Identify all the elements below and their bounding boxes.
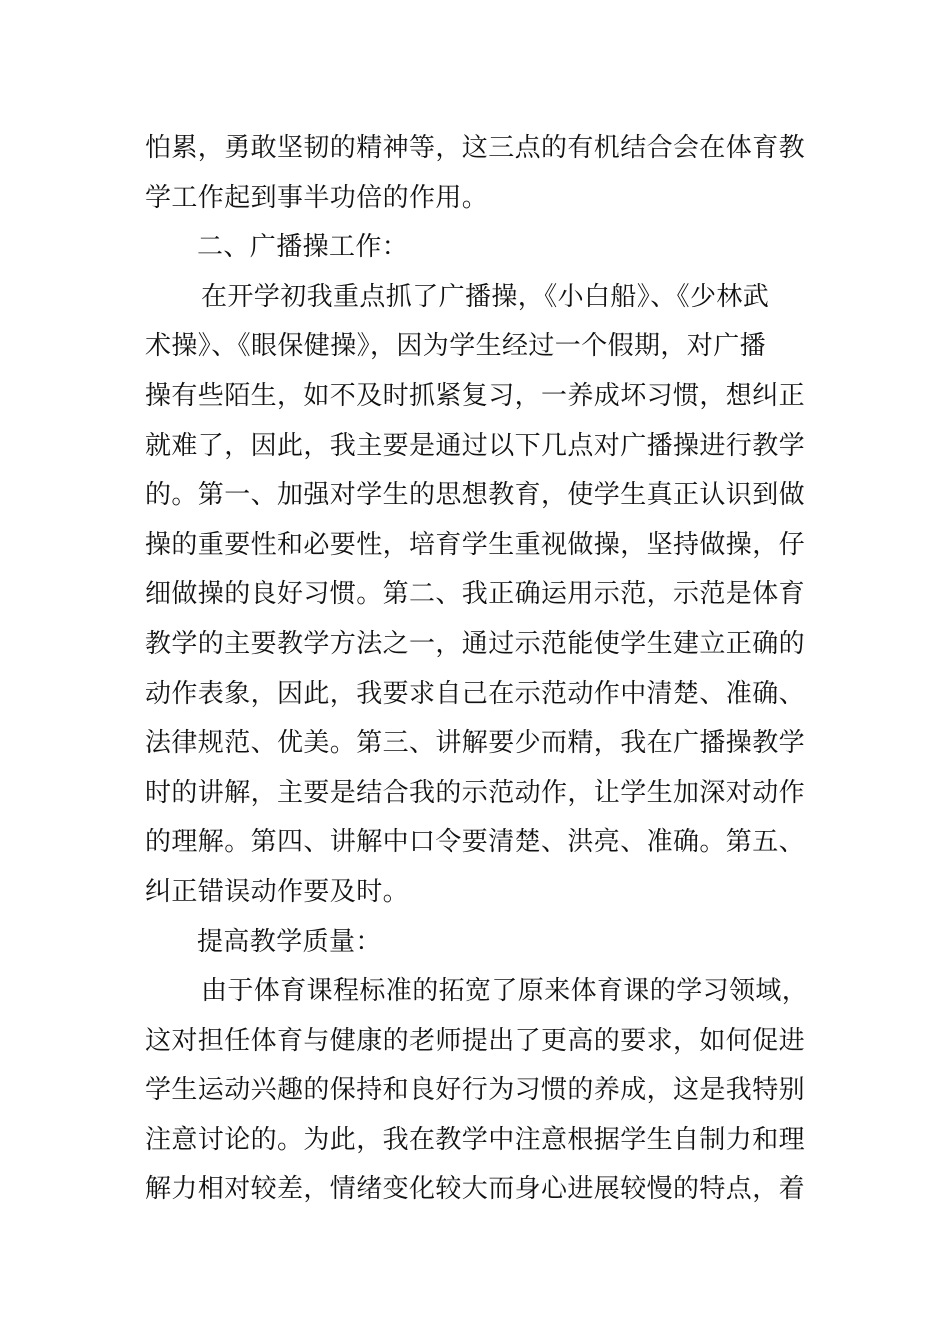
section-heading: 提高教学质量： — [197, 926, 382, 957]
text-line: 的理解。第四、讲解中口令要清楚、洪亮、准确。第五、 — [145, 827, 806, 858]
text-line: 的。第一、加强对学生的思想教育，使学生真正认识到做 — [145, 480, 806, 511]
body-text — [145, 124, 815, 1215]
text-line: 教学的主要教学方法之一，通过示范能使学生建立正确的 — [145, 628, 806, 659]
text-line: 这对担任体育与健康的老师提出了更高的要求，如何促进 — [145, 1025, 806, 1056]
text-line: 学生运动兴趣的保持和良好行为习惯的养成，这是我特别 — [145, 1075, 806, 1106]
text-line: 术操》、《眼保健操》，因为学生经过一个假期，对广播 — [145, 331, 767, 362]
text-line: 由于体育课程标准的拓宽了原来体育课的学习领域， — [201, 976, 809, 1007]
section-heading: 二、广播操工作： — [197, 232, 409, 263]
text-line: 怕累，勇敢坚韧的精神等，这三点的有机结合会在体育教 — [145, 133, 806, 163]
text-line: 动作表象，因此，我要求自己在示范动作中清楚、准确、 — [145, 678, 806, 709]
text-line: 时的讲解，主要是结合我的示范动作，让学生加深对动作 — [145, 777, 806, 808]
text-line: 解力相对较差，情绪变化较大而身心进展较慢的特点，着 — [145, 1174, 806, 1205]
text-line: 在开学初我重点抓了广播操，《小白船》、《少林武 — [201, 281, 770, 312]
text-line: 操的重要性和必要性，培育学生重视做操，坚持做操，仔 — [145, 529, 806, 560]
text-line: 就难了，因此，我主要是通过以下几点对广播操进行教学 — [145, 430, 806, 461]
text-line: 纠正错误动作要及时。 — [145, 876, 410, 907]
text-line: 细做操的良好习惯。第二、我正确运用示范，示范是体育 — [145, 579, 806, 610]
text-line: 注意讨论的。为此，我在教学中注意根据学生自制力和理 — [145, 1124, 806, 1155]
text-line: 法律规范、优美。第三、讲解要少而精，我在广播操教学 — [145, 728, 806, 759]
text-line: 学工作起到事半功倍的作用。 — [145, 182, 489, 213]
text-line: 操有些陌生，如不及时抓紧复习，一养成坏习惯，想纠正 — [145, 380, 806, 411]
